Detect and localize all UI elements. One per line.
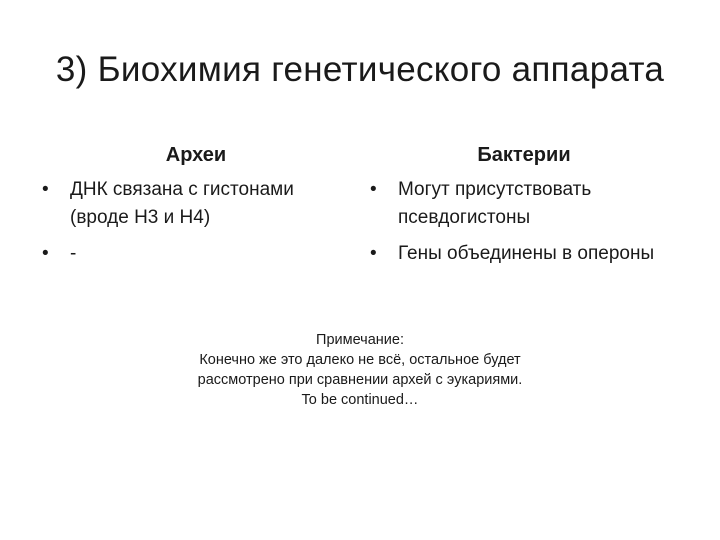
note-line: рассмотрено при сравнении архей с эукариями. (197, 372, 523, 388)
list-item (36, 176, 356, 232)
bullet-text: - (70, 243, 77, 264)
bacteria-bullet-list (364, 176, 694, 276)
archaea-bullet-list (36, 176, 356, 276)
bullet-text: ДНК связана с гистонами (вроде H3 и H4) (70, 179, 294, 228)
footnote (0, 330, 720, 410)
note-line: Конечно же это далеко не всё, остальное будет (199, 352, 521, 368)
list-item (364, 240, 694, 268)
bullet-icon: • (370, 179, 377, 200)
bacteria-heading: Бактерии (477, 144, 571, 166)
archaea-heading: Археи (165, 144, 227, 166)
slide-title: 3) Биохимия генетического аппарата (55, 50, 665, 89)
bullet-text: Могут присутствовать псевдогистоны (398, 179, 592, 228)
bullet-icon: • (370, 243, 377, 264)
note-label: Примечание: (316, 332, 404, 348)
bullet-text: Гены объединены в опероны (398, 243, 655, 264)
bullet-icon: • (42, 179, 49, 200)
note-continued: To be continued… (301, 392, 419, 408)
list-item (364, 176, 694, 232)
list-item (36, 240, 356, 268)
bullet-icon: • (42, 243, 49, 264)
